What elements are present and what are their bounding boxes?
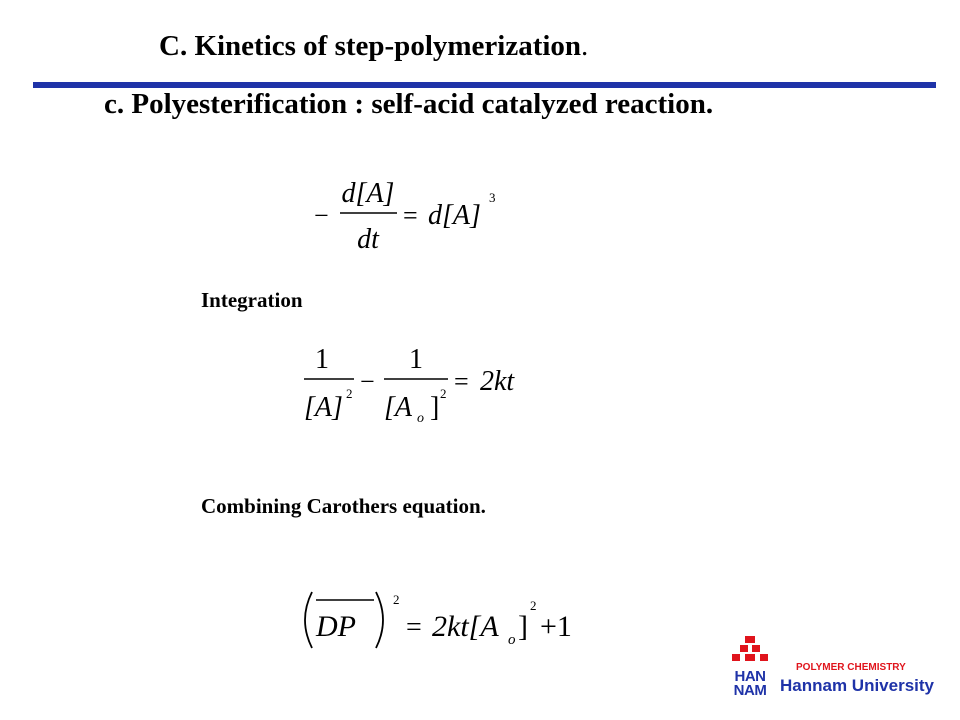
carothers-rhs-exponent: 2	[530, 598, 537, 613]
integrated-minus: −	[360, 367, 375, 396]
hannam-university-logo	[728, 636, 940, 700]
slide-title	[159, 30, 588, 63]
carothers-equation	[296, 586, 586, 652]
carothers-rhs-term: 2kt[A	[432, 610, 499, 643]
carothers-plus-one: +1	[540, 610, 572, 643]
carothers-right-paren	[376, 592, 383, 648]
integration-label: Integration	[201, 288, 303, 312]
rate-law-minus: −	[314, 201, 329, 230]
rate-law-exponent: 3	[489, 190, 496, 205]
slide-title-text: C. Kinetics of step-polymerization	[159, 30, 582, 62]
integrated-equals: =	[454, 367, 469, 396]
combining-label: Combining Carothers equation.	[201, 494, 486, 518]
hannam-mark-bottom: NAM	[733, 682, 767, 699]
integrated-denominator-1: [A]	[304, 392, 343, 423]
rate-law-equals: =	[403, 201, 418, 230]
integrated-equation	[296, 334, 536, 428]
integrated-numerator-1: 1	[315, 344, 329, 375]
carothers-lhs: DP	[316, 610, 356, 643]
integrated-subscript-2: o	[417, 411, 424, 426]
slide-subtitle: c. Polyesterification : self-acid catalyzed reaction.	[104, 88, 714, 120]
integrated-numerator-2: 1	[409, 344, 423, 375]
integrated-exponent-1: 2	[346, 386, 353, 401]
rate-law-rhs: d[A]	[428, 200, 481, 231]
rate-law-denominator: dt	[357, 224, 379, 255]
logo-university-name: Hannam University	[780, 676, 934, 695]
integrated-exponent-2: 2	[440, 386, 447, 401]
hannam-mark-top: HAN	[734, 668, 766, 685]
slide-title-dot: .	[581, 30, 589, 62]
integrated-denominator-2: [A	[384, 392, 412, 423]
integrated-denominator-2-close: ]	[430, 392, 440, 423]
carothers-lhs-exponent: 2	[393, 592, 400, 607]
carothers-rhs-close: ]	[518, 610, 528, 643]
carothers-equals: =	[406, 612, 422, 643]
rate-law-equation	[300, 168, 520, 260]
carothers-rhs-subscript: o	[508, 632, 516, 648]
hannam-mark-text	[728, 670, 772, 698]
carothers-left-paren	[305, 592, 312, 648]
rate-law-numerator: d[A]	[341, 178, 395, 209]
logo-tagline: POLYMER CHEMISTRY	[796, 662, 906, 673]
integrated-rhs: 2kt	[480, 366, 515, 397]
